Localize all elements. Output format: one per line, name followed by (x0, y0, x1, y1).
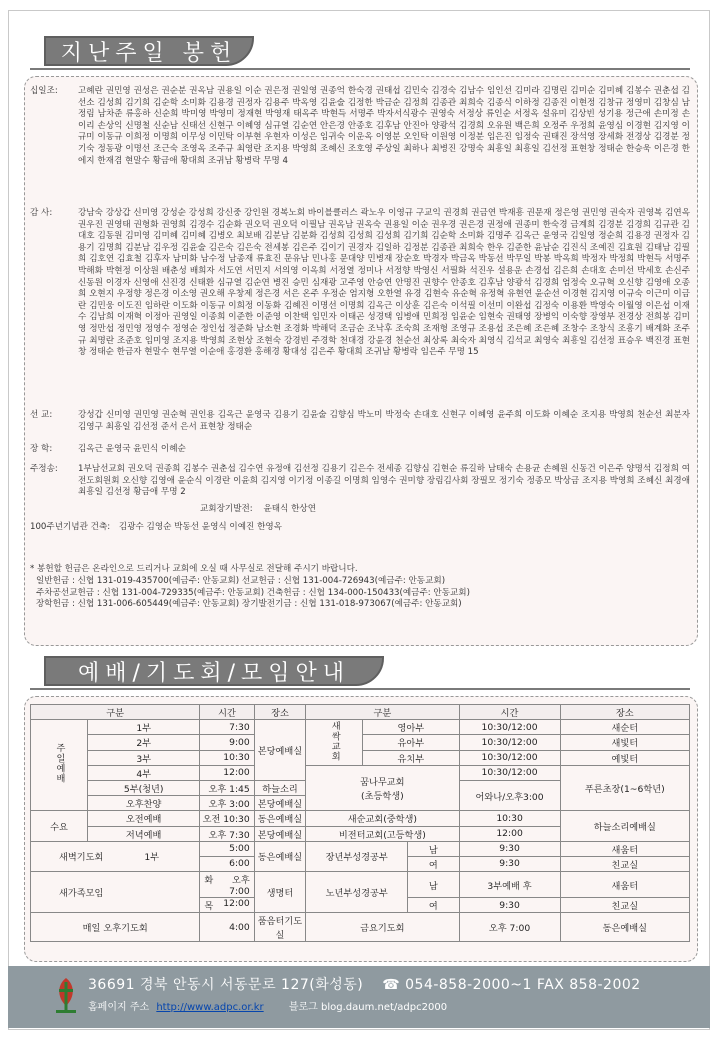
service-place: 하늘소리 (254, 780, 305, 795)
school-time: 10:30/12:00 (459, 735, 560, 750)
schedule-table (30, 704, 690, 942)
offering-mission (30, 410, 690, 433)
offering-label: 감 사: (30, 208, 53, 218)
service-name: 2부 (88, 735, 200, 750)
service-name: 1부 (88, 720, 200, 735)
middle-time: 10:30 (459, 811, 560, 826)
offering-label: 장 학: (30, 444, 53, 454)
col-header: 시간 (459, 705, 560, 720)
school-dept: 영아부 (363, 720, 459, 735)
young-label: 장년부성경공부 (306, 841, 408, 871)
monthly-label: 매일 오후기도회 (31, 913, 200, 942)
young-place: 새움터 (560, 841, 689, 856)
service-place: 동은예배실 (254, 811, 305, 826)
account-line: 주차공선교헌금 : 신협 131-004-729335(예금주: 안동교회) 건축헌금 : 신협 134-000-150433(예금주: 안동교회) (36, 587, 470, 598)
school-place: 새순터 (560, 720, 689, 735)
young-place: 친교실 (560, 856, 689, 871)
offering-scholarship (30, 444, 690, 456)
offering-names: 김옥근 윤영국 윤민식 이혜순 (78, 444, 186, 454)
dawn-label: 새벽기도회 1부 (31, 841, 200, 871)
school-dept: 유치부 (363, 750, 459, 765)
monthly-place: 품음터기도실 (254, 913, 305, 942)
footer-address: 36691 경북 안동시 서동문로 127(화성동) (88, 977, 364, 993)
school-time: 10:30/12:00 (459, 750, 560, 765)
offering-header-underline (30, 68, 690, 70)
col-header: 구분 (306, 705, 459, 720)
sunday-label: 주일예배 (31, 720, 88, 811)
footer-contact (88, 974, 641, 994)
offering-names: 강남숙 강상갑 신미영 강성순 강성희 강신중 강인원 경복노회 바이블클러스 곽노우 이영규 구교익 권경희 권금연 박재흥 권문재 정은영 권민영 권숙자 권영복 김연옥 권우진 권영태 권형화 권영희 김경수 김순화 권오덕 권오덕 이필남 권옥남 권옥숙 권용일 이순 권우경 권은경 권정애 권종미 한숙경 금계희 김경분 김경희 김규관 김대호 김동원 김미영 김미혜 김미혜 김병오 최보배 김분남 김분화 김성희 김성희 김성희 김기희 김순학 소미화 김명주 김옥근 윤영국 김일영 정순희 김용경 권정자 김용기 김명희 김분남 김우정 김윤술 김은숙 김은숙 전세봉 김은주 김이기 권경자 김일하 김정분 김종관 최희숙 한우 김준한 윤남순 김진식 조예진 김효원 김태남 김필희 김호연 김효철 김후자 남미화 남수정 남종재 류효진 문유남 민나홍 문대양 민병재 장순호 박경자 박금옥 박동선 박무일 박봉 박옥희 박정자 박정희 박현득 서명주 박해화 박현정 이상원 배춘성 배희자 서도연 서민지 서의영 이옥희 서정열 정미나 서정향 박영신 서필화 석진우 설용운 손경섭 김은희 손대호 손미선 박세호 손신주 신동원 이경자 신영애 신진경 신태환 심규열 김순연 병진 승민 심재광 고주영 안승연 안명진 권향수 안종호 김후남 양광석 김경희 엄정숙 오규혁 오신향 김영애 오종희 오현지 우정향 정은경 이소영 권오해 우창제 정은경 서은 온주 우정순 엄지형 오한열 유경 김현숙 유순혁 유정혁 유현연 윤순선 이경현 김지영 이규숙 이근미 이금란 김민웅 이도진 임하란 이도화 이동규 이희정 이동화 김혜진 이명선 이명희 김옥근 이상훈 김은숙 이석필 이선미 이완섭 김정숙 이용환 박영숙 이월영 이은섭 이재수 김남희 이재혁 이정아 권영일 이종희 이준한 이준영 이찬택 임민자 이태곤 성경택 임병애 민희정 임윤순 임현숙 권태영 장병익 이숙향 장영부 전경상 전희봉 김미영 정만섭 정민영 정영수 정영순 정인섭 정준화 남소현 조경화 박해덕 조금순 조낙후 조숙희 조재형 조영규 조용섭 조은혜 조은혜 조창수 조창식 조흥기 배계화 조주규 최명란 조준호 임미영 조지용 박영희 조현상 조현숙 강경빈 주경학 천대경 강윤경 천순선 최상록 최숙자 최영식 김석교 최영숙 최흥일 김선정 표승우 백진경 표현창 정태순 한금자 현말수 현무열 이순애 홍경환 홍해경 황대성 김은주 황대희 조귀남 황병락 임은주 무명 15 (78, 208, 690, 358)
offering-special (30, 464, 690, 499)
service-time: 12:00 (200, 765, 254, 780)
service-time: 오후 7:30 (200, 826, 254, 841)
col-header: 시간 (200, 705, 254, 720)
family-place: 생명터 (254, 872, 305, 913)
offering-section-title: 지난주일 봉헌 (60, 40, 238, 66)
worship-header-underline (30, 688, 690, 690)
centennial-names: 김광수 김영순 박동선 윤영식 이예진 한영옥 (118, 522, 282, 532)
offering-names: 고혜란 권민영 권성은 권순분 권옥남 권용일 이순 권은정 권일영 권종억 한숙경 권태섭 김민숙 김경숙 김남수 임인선 김미라 김명린 김미순 김미혜 김봉수 권춘섭 김선소 김성희 김기희 김순학 소미화 김용경 권정자 김용주 박옥영 김윤술 김정한 박금순 김정희 김종관 최희숙 김종식 이하정 김종진 이현정 김창규 정영미 김창심 남정림 남차준 류홍하 신순희 박미영 박영미 정재현 박영재 태옥주 박현득 서명주 박자서식광수 권영숙 서정상 류인순 서정옥 설유미 김상빈 성기용 정근애 손미정 손이리 손상익 신명철 신순남 신태선 신현구 이혜영 심규열 김순연 안은경 안종호 김후남 안진아 양광석 김경희 오유원 백은희 오정주 우정희 윤영심 이경현 김지영 이규미 이동규 이희정 이명희 이무성 이민탁 이부현 우현자 이성은 임귀숙 이운옥 이영분 오인탁 이원영 이정분 임은진 임정숙 권태진 장석영 장세화 전경상 김경분 정기숙 정동광 이명선 조근숙 조영옥 조주규 최영란 조지용 박영희 조혜신 조호영 주상일 최하나 최병진 강명숙 최흥일 최흥일 김선정 표현창 정태순 한승욱 이은경 한에지 한재겸 현말수 황금애 황대희 조귀남 황병락 무명 4 (78, 86, 690, 166)
kkum-place: 푸른초장(1~6학년) (560, 765, 689, 811)
friday-time: 오후 7:00 (459, 913, 560, 942)
offering-label: 십일조: (30, 86, 58, 96)
old-gender: 남 (408, 872, 459, 898)
col-header: 구분 (31, 705, 200, 720)
monthly-time: 4:00 (200, 913, 254, 942)
offering-tithe (30, 86, 690, 167)
homepage-label: 홈페이지 주소 (88, 1002, 150, 1013)
old-gender: 여 (408, 898, 459, 913)
service-name: 오전예배 (88, 811, 200, 826)
offering-thanks (30, 208, 690, 359)
dawn-place: 동은예배실 (254, 841, 305, 871)
building-fund-names: 윤태식 한상연 (263, 504, 316, 514)
family-label: 새가족모임 (31, 872, 200, 913)
kkum-label: 꿈나무교회 (초등학생) (306, 765, 459, 811)
high-name: 비전터교회(고등학생) (306, 826, 459, 841)
col-header: 장소 (560, 705, 689, 720)
footer (8, 966, 710, 1028)
footer-phone: ☎ 054-858-2000~1 FAX 858-2002 (382, 977, 641, 993)
building-fund-label: 교회장기발전: (200, 504, 253, 514)
account-info (30, 564, 680, 611)
service-time: 오후 3:00 (200, 796, 254, 811)
young-gender: 남 (408, 841, 459, 856)
middle-place: 하늘소리예배실 (560, 811, 689, 841)
offering-label: 선 교: (30, 410, 53, 420)
service-name: 3부 (88, 750, 200, 765)
old-time: 9:30 (459, 898, 560, 913)
offering-building-fund (200, 504, 690, 516)
service-time: 오후 1:45 (200, 780, 254, 795)
homepage-link[interactable]: http://www.adpc.or.kr (156, 1002, 264, 1013)
dawn-time: 5:00 (200, 841, 254, 856)
school-place: 예빛터 (560, 750, 689, 765)
col-header: 장소 (254, 705, 305, 720)
blog-address: 블로그 blog.daum.net/adpc2000 (288, 1002, 448, 1013)
offering-label: 주정송: (30, 464, 58, 474)
dawn-time: 6:00 (200, 856, 254, 871)
service-place: 본당예배실 (254, 826, 305, 841)
service-name: 5부(청년) (88, 780, 200, 795)
middle-name: 새순교회(중학생) (306, 811, 459, 826)
worship-section-header (44, 656, 384, 686)
friday-place: 동은예배실 (560, 913, 689, 942)
wed-label: 수요 (31, 811, 88, 841)
kkum-time: 어와나/오후3:00 (459, 780, 560, 810)
service-place: 본당예배실 (254, 720, 305, 781)
young-gender: 여 (408, 856, 459, 871)
old-place: 새움터 (560, 872, 689, 898)
service-time: 9:00 (200, 735, 254, 750)
account-notice: * 봉헌할 헌금은 온라인으로 드리거나 교회에 오실 때 사무실로 전달해 주시기 바랍니다. (30, 564, 358, 574)
service-name: 4부 (88, 765, 200, 780)
service-name: 오후찬양 (88, 796, 200, 811)
kkum-time: 10:30/12:00 (459, 765, 560, 780)
footer-web (88, 998, 447, 1013)
family-time: 목 12:00 (200, 898, 254, 913)
young-time: 9:30 (459, 856, 560, 871)
offering-section-header (44, 36, 254, 66)
old-time: 3부예배 후 (459, 872, 560, 898)
account-line: 장학헌금 : 신협 131-006-605449(예금주: 안동교회) 장기발전기금 : 신협 131-018-973067(예금주: 안동교회) (36, 599, 462, 610)
school-dept: 유아부 (363, 735, 459, 750)
offering-names: 강성갑 신미영 권민영 권순혁 권인용 김옥근 윤영국 김용기 김윤술 김향심 박노미 박정숙 손대호 신현구 이혜영 윤주희 이도화 이혜순 조지용 박영희 천순선 최분자 김영구 최흥일 김선정 준서 은서 표현창 정태순 (78, 410, 690, 432)
service-name: 저녁예배 (88, 826, 200, 841)
school-label: 새싹교회 (306, 720, 363, 766)
worship-section-title: 예배/기도회/모임안내 (77, 660, 351, 686)
offering-names: 1부남선교회 권오덕 권종희 김봉수 권춘섭 김수연 유정애 김선정 김용기 김은수 전세종 김향심 김현순 류길하 남태숙 손용균 손혜원 신동건 이은주 양명석 김정희 여전도회원회 오신향 김영애 윤순식 이경란 이윤희 김지영 이기정 이종길 이명희 임영수 권미향 장림김사회 장필모 정기숙 정종모 박상금 조지용 박영희 조혜신 최경애 최흥일 김선정 황금애 무명 2 (78, 464, 690, 498)
friday-name: 금요기도회 (306, 913, 459, 942)
old-label: 노년부성경공부 (306, 872, 408, 913)
family-time: 화 오후 7:00 (200, 872, 254, 898)
high-time: 12:00 (459, 826, 560, 841)
account-line: 일반헌금 : 신협 131-019-435700(예금주: 안동교회) 선교헌금 : 신협 131-004-726943(예금주: 안동교회) (36, 575, 446, 586)
school-place: 새빛터 (560, 735, 689, 750)
school-time: 10:30/12:00 (459, 720, 560, 735)
church-logo-icon (52, 976, 80, 1016)
service-place: 본당예배실 (254, 796, 305, 811)
offering-centennial (30, 522, 690, 534)
service-time: 오전 10:30 (200, 811, 254, 826)
service-time: 7:30 (200, 720, 254, 735)
centennial-label: 100주년기념관 건축: (30, 522, 111, 532)
service-time: 10:30 (200, 750, 254, 765)
old-place: 친교실 (560, 898, 689, 913)
young-time: 9:30 (459, 841, 560, 856)
